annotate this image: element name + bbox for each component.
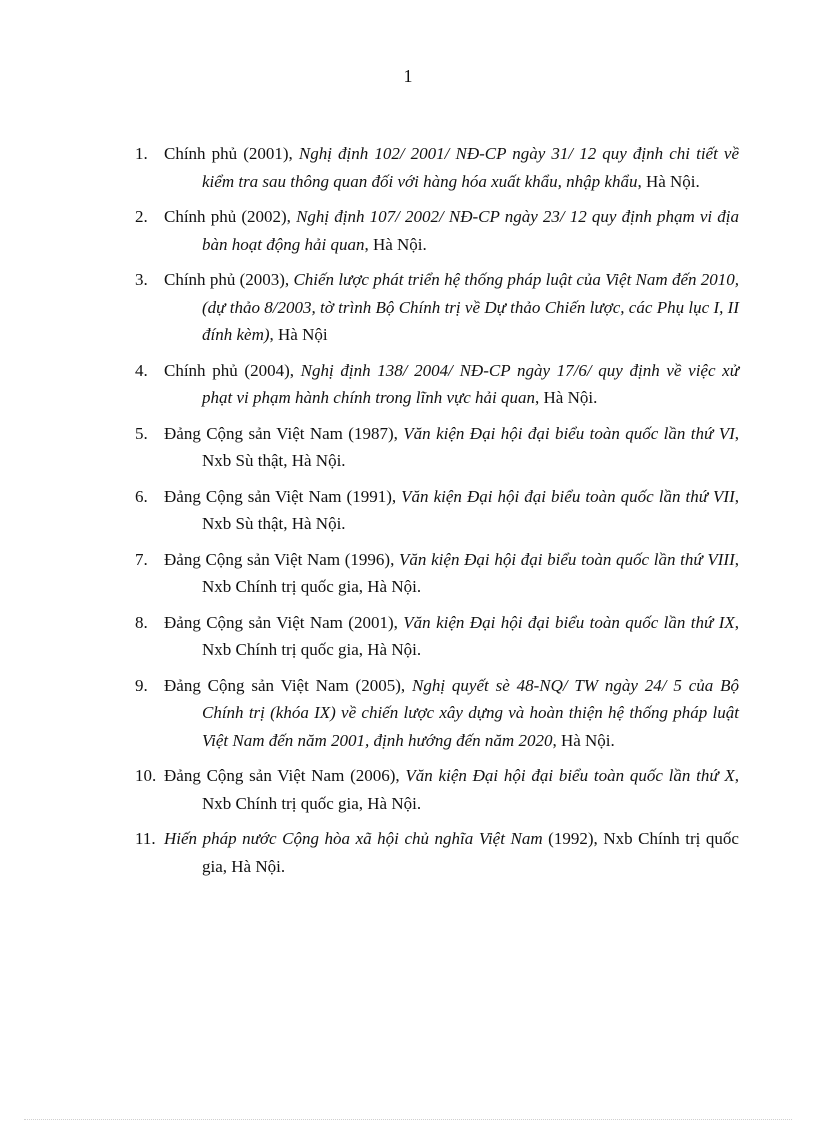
reference-publisher: , Nxb Chính trị quốc gia, Hà Nội. xyxy=(202,549,739,596)
reference-number: 7. xyxy=(135,549,148,569)
reference-title: Văn kiện Đại hội đại biểu toàn quốc lần thứ VI xyxy=(403,423,735,443)
reference-publisher: , Nxb Sù thật, Hà Nội. xyxy=(202,486,739,533)
reference-item xyxy=(135,672,739,755)
reference-number: 6. xyxy=(135,486,148,506)
reference-title: Hiến pháp nước Cộng hòa xã hội chủ nghĩa Việt Nam xyxy=(164,829,543,848)
page-number: 1 xyxy=(403,66,413,86)
reference-author: Đảng Cộng sản Việt Nam (2001), xyxy=(164,612,398,632)
reference-number: 11. xyxy=(135,829,156,848)
reference-publisher: (1992), Nxb Chính trị quốc gia, Hà Nội. xyxy=(202,829,739,876)
reference-author: Đảng Cộng sản Việt Nam (1987), xyxy=(164,423,398,443)
reference-number: 1. xyxy=(135,144,148,163)
reference-author: Chính phủ (2002), xyxy=(164,207,291,226)
reference-title: Nghị định 102/ 2001/ NĐ-CP ngày 31/ 12 quy định chi tiết về kiểm tra sau thông quan đối với hàng hóa xuất khẩu, nhập khẩu xyxy=(202,144,739,191)
reference-item xyxy=(135,420,739,475)
reference-publisher: , Nxb Sù thật, Hà Nội. xyxy=(202,423,739,470)
reference-author: Đảng Cộng sản Việt Nam (2005), xyxy=(164,675,406,695)
reference-number: 4. xyxy=(135,360,148,380)
reference-item xyxy=(135,357,739,412)
reference-number: 10. xyxy=(135,766,157,785)
reference-publisher: , Nxb Chính trị quốc gia, Hà Nội. xyxy=(202,766,739,813)
reference-item xyxy=(135,203,739,258)
page-bottom-rule xyxy=(24,1119,792,1120)
reference-title: Văn kiện Đại hội đại biểu toàn quốc lần thứ X xyxy=(405,766,735,785)
reference-number: 8. xyxy=(135,612,148,632)
reference-publisher: , Hà Nội. xyxy=(637,171,700,191)
reference-item xyxy=(135,825,739,880)
reference-title: Nghị định 107/ 2002/ NĐ-CP ngày 23/ 12 quy định phạm vi địa bàn hoạt động hải quan xyxy=(202,207,740,254)
reference-title: Văn kiện Đại hội đại biểu toàn quốc lần thứ VIII xyxy=(399,549,735,569)
reference-author: Chính phủ (2001), xyxy=(164,144,293,163)
reference-author: Chính phủ (2004), xyxy=(164,360,294,380)
reference-number: 2. xyxy=(135,207,148,226)
reference-title: Nghị quyết sè 48-NQ/ TW ngày 24/ 5 của Bộ Chính trị (khóa IX) về chiến lược xây dựng và hoàn thiện hệ thống pháp luật Việt Nam đến năm 2001, định hướng đến năm 2020 xyxy=(202,675,740,750)
reference-publisher: , Hà Nội. xyxy=(552,730,615,750)
reference-author: Đảng Cộng sản Việt Nam (2006), xyxy=(164,766,400,785)
reference-publisher: , Nxb Chính trị quốc gia, Hà Nội. xyxy=(202,612,739,659)
reference-publisher: , Hà Nội. xyxy=(535,388,598,407)
reference-title: Văn kiện Đại hội đại biểu toàn quốc lần thứ IX xyxy=(403,612,735,632)
reference-item xyxy=(135,266,739,349)
reference-author: Đảng Cộng sản Việt Nam (1996), xyxy=(164,549,395,569)
reference-author: Chính phủ (2003), xyxy=(164,270,290,289)
reference-number: 9. xyxy=(135,675,148,695)
reference-item xyxy=(135,140,739,195)
reference-item xyxy=(135,762,739,817)
reference-publisher: , Hà Nội. xyxy=(364,234,427,254)
reference-author: Đảng Cộng sản Việt Nam (1991), xyxy=(164,486,397,506)
reference-item xyxy=(135,546,739,601)
reference-number: 5. xyxy=(135,423,148,443)
reference-item xyxy=(135,483,739,538)
reference-title: Chiến lược phát triển hệ thống pháp luật của Việt Nam đến 2010, (dự thảo 8/2003, tờ trình Bộ Chính trị về Dự thảo Chiến lược, các Phụ lục I, II đính kèm) xyxy=(202,270,740,344)
reference-title: Nghị định 138/ 2004/ NĐ-CP ngày 17/6/ quy định về việc xử phạt vi phạm hành chính trong lĩnh vực hải quan xyxy=(202,360,739,407)
reference-title: Văn kiện Đại hội đại biểu toàn quốc lần thứ VII xyxy=(401,486,735,506)
reference-list xyxy=(135,140,739,888)
reference-publisher: , Hà Nội xyxy=(269,325,328,344)
reference-item xyxy=(135,609,739,664)
reference-number: 3. xyxy=(135,270,148,289)
